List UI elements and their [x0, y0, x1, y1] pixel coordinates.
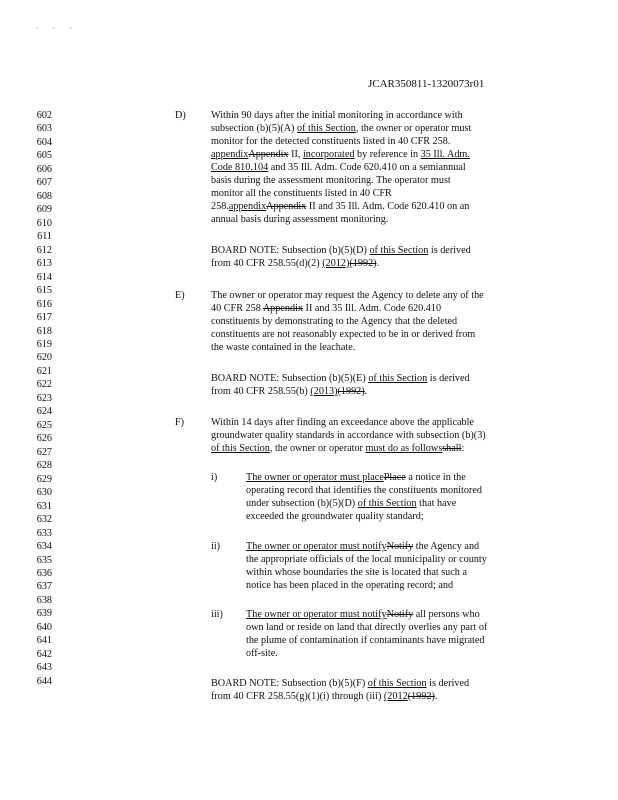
line-number: 615: [36, 285, 52, 296]
f-i-line: under subsection (b)(5)(D) of this Section that have: [246, 498, 457, 509]
line-number: 606: [36, 164, 52, 175]
line-number: 602: [36, 110, 52, 121]
e-line: 40 CFR 258 Appendix II and 35 Ill. Adm. Code 620.410: [211, 303, 442, 314]
line-number: 635: [36, 555, 52, 566]
line-number: 638: [36, 595, 52, 606]
f-line: of this Section, the owner or operator must do as followsshall:: [211, 443, 465, 454]
f-line: groundwater quality standards in accordance with subsection (b)(3): [211, 430, 486, 441]
line-number: 639: [36, 608, 52, 619]
f-ii-line: The owner or operator must notifyNotify the Agency and: [246, 541, 480, 552]
label-ii: ii): [211, 541, 221, 552]
e-line: constituents by demonstrating to the Agency that the deleted: [211, 316, 458, 327]
line-number: 621: [36, 366, 52, 377]
line-number: 644: [36, 676, 52, 687]
d-line: basis during the assessment monitoring. The operator must: [211, 175, 451, 186]
line-number: 627: [36, 447, 52, 458]
line-number: 626: [36, 433, 52, 444]
f-iii-line: the plume of contamination if contaminants have migrated: [246, 635, 485, 646]
f-i-line: operating record that identifies the constituents monitored: [246, 485, 482, 496]
line-number: 632: [36, 514, 52, 525]
label-d: D): [175, 110, 186, 121]
line-number: 607: [36, 177, 52, 188]
line-number: 641: [36, 635, 52, 646]
line-number: 634: [36, 541, 52, 552]
line-number: 603: [36, 123, 52, 134]
d-line: appendixAppendix II, incorporated by reference in 35 Ill. Adm.: [211, 149, 470, 160]
f-iii-line: off-site.: [246, 648, 278, 659]
d-board-note: BOARD NOTE: Subsection (b)(5)(D) of this Section is derived: [211, 245, 471, 256]
d-line: 258.appendixAppendix II and 35 Ill. Adm. Code 620.410 on an: [211, 201, 470, 212]
label-f: F): [175, 417, 185, 428]
line-number: 642: [36, 649, 52, 660]
d-line: Code 810.104 and 35 Ill. Adm. Code 620.410 on a semiannual: [211, 162, 466, 173]
f-ii-line: notice has been placed in the operating record; and: [246, 580, 454, 591]
f-ii-line: the appropriate officials of the local municipality or county: [246, 554, 487, 565]
line-number: 631: [36, 501, 52, 512]
e-line: the waste contained in the leachate.: [211, 342, 356, 353]
line-number: 610: [36, 218, 52, 229]
f-i-line: The owner or operator must placePlace a notice in the: [246, 472, 466, 483]
document-id: JCAR350811-1320073r01: [368, 78, 485, 90]
d-line: monitor all the constituents listed in 40 CFR: [211, 188, 392, 199]
line-number: 629: [36, 474, 52, 485]
f-i-line: exceeded the groundwater quality standard;: [246, 511, 424, 522]
line-number: 628: [36, 460, 52, 471]
e-board-note: from 40 CFR 258.55(b) (2013)(1992).: [211, 386, 368, 397]
label-iii: iii): [211, 609, 223, 620]
d-line: subsection (b)(5)(A) of this Section, the owner or operator must: [211, 123, 472, 134]
e-board-note: BOARD NOTE: Subsection (b)(5)(E) of this Section is derived: [211, 373, 470, 384]
label-e: E): [175, 290, 185, 301]
e-line: constituents are not reasonably expected to be in or derived from: [211, 329, 476, 340]
d-board-note: from 40 CFR 258.55(d)(2) (2012)(1992).: [211, 258, 380, 269]
f-iii-line: The owner or operator must notifyNotify all persons who: [246, 609, 480, 620]
line-number: 643: [36, 662, 52, 673]
line-number: 623: [36, 393, 52, 404]
line-number: 616: [36, 299, 52, 310]
line-number: 605: [36, 150, 52, 161]
line-number: 620: [36, 352, 52, 363]
d-line: Within 90 days after the initial monitoring in accordance with: [211, 110, 463, 121]
line-number: 636: [36, 568, 52, 579]
scan-marks: · · ·: [36, 24, 78, 33]
line-number: 608: [36, 191, 52, 202]
f-board-note: BOARD NOTE: Subsection (b)(5)(F) of this Section is derived: [211, 678, 470, 689]
f-iii-line: own land or reside on land that directly overlies any part of: [246, 622, 488, 633]
f-board-note: from 40 CFR 258.55(g)(1)(i) through (iii) (2012(1992).: [211, 691, 438, 702]
line-number: 617: [36, 312, 52, 323]
e-line: The owner or operator may request the Agency to delete any of the: [211, 290, 484, 301]
line-number: 624: [36, 406, 52, 417]
line-number: 618: [36, 326, 52, 337]
line-number: 633: [36, 528, 52, 539]
line-number: 604: [36, 137, 52, 148]
line-number: 613: [36, 258, 52, 269]
line-number: 630: [36, 487, 52, 498]
d-line: monitor for the detected constituents listed in 40 CFR 258.: [211, 136, 451, 147]
label-i: i): [211, 472, 218, 483]
line-number: 625: [36, 420, 52, 431]
line-number: 612: [36, 245, 52, 256]
f-ii-line: within whose boundaries the site is located that such a: [246, 567, 467, 578]
line-number: 619: [36, 339, 52, 350]
line-number: 640: [36, 622, 52, 633]
line-number: 614: [36, 272, 52, 283]
line-number: 611: [37, 231, 52, 242]
line-number: 637: [36, 581, 52, 592]
f-line: Within 14 days after finding an exceedance above the applicable: [211, 417, 474, 428]
line-number: 609: [36, 204, 52, 215]
line-number: 622: [36, 379, 52, 390]
d-line: annual basis during assessment monitoring.: [211, 214, 389, 225]
